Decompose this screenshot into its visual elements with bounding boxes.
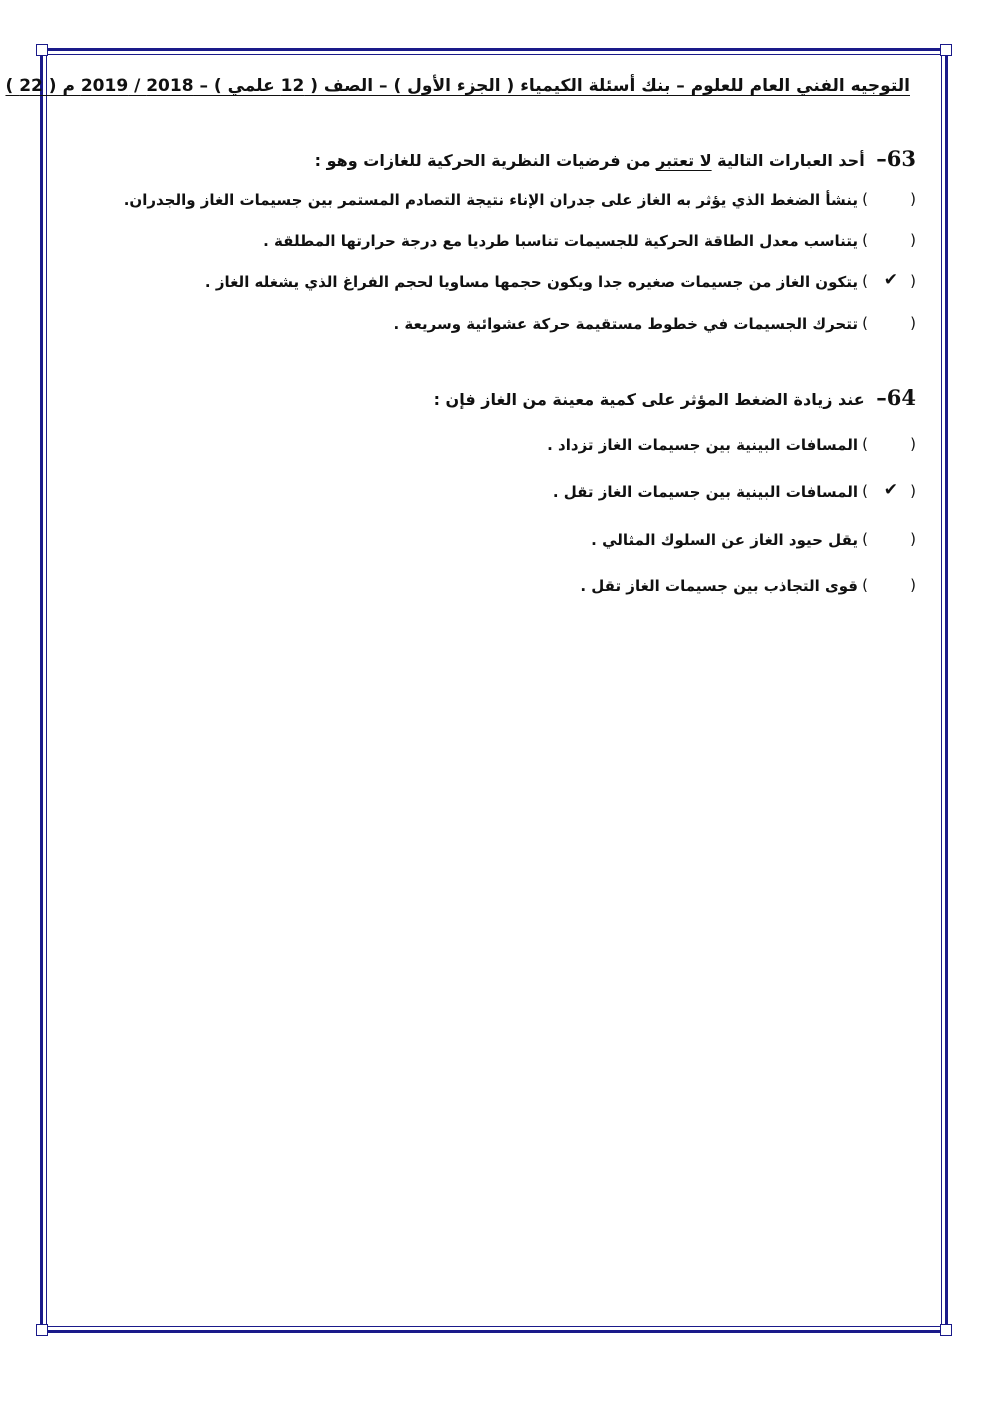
option-text: ينشأ الضغط الذي يؤثر به الغاز على جدران الإناء نتيجة التصادم المستمر بين جسيمات الغاز والجدران. (123, 191, 858, 209)
question-64 (60, 385, 916, 410)
border-corner-bottom-left (36, 1324, 48, 1336)
paren-open: ( (910, 482, 916, 500)
paren-open: ( (910, 314, 916, 332)
check-icon: ✔ (883, 480, 898, 500)
border-corner-top-right (940, 44, 952, 56)
question-text-after: من فرضيات النظرية الحركية للغازات وهو : (314, 151, 657, 170)
option-text: المسافات البينية بين جسيمات الغاز تزداد . (547, 436, 858, 454)
option-63-1[interactable] (60, 190, 916, 210)
question-text-underlined: لا تعتبر (656, 151, 712, 170)
question-text-before: أحد العبارات التالية (711, 151, 865, 170)
option-63-3[interactable] (60, 272, 916, 292)
paren-close: ) (862, 435, 868, 453)
answer-box[interactable] (858, 576, 916, 596)
paren-open: ( (910, 231, 916, 249)
paren-close: ) (862, 231, 868, 249)
option-64-1[interactable] (60, 435, 916, 455)
option-text: يتكون الغاز من جسيمات صغيره جدا ويكون حجمها مساويا لحجم الفراغ الذي يشغله الغاز . (204, 273, 858, 291)
paren-close: ) (862, 576, 868, 594)
paren-close: ) (862, 530, 868, 548)
check-icon: ✔ (883, 270, 898, 290)
option-64-4[interactable] (60, 576, 916, 596)
option-63-4[interactable] (60, 314, 916, 334)
option-text: يقل حيود الغاز عن السلوك المثالي . (591, 531, 858, 549)
paren-open: ( (910, 576, 916, 594)
question-text: عند زيادة الضغط المؤثر على كمية معينة من الغاز فإن : (433, 390, 865, 409)
option-text: المسافات البينية بين جسيمات الغاز تقل . (552, 483, 858, 501)
border-corner-bottom-right (940, 1324, 952, 1336)
paren-close: ) (862, 314, 868, 332)
paren-close: ) (862, 482, 868, 500)
option-text: يتناسب معدل الطاقة الحركية للجسيمات تناسبا طرديا مع درجة حرارتها المطلقة . (263, 232, 858, 250)
question-number: 63– (876, 146, 916, 171)
option-text: قوى التجاذب بين جسيمات الغاز تقل . (580, 577, 858, 595)
answer-box[interactable] (858, 435, 916, 455)
paren-close: ) (862, 272, 868, 290)
option-text: تتحرك الجسيمات في خطوط مستقيمة حركة عشوائية وسريعة . (393, 315, 858, 333)
paren-close: ) (862, 190, 868, 208)
answer-box[interactable] (858, 272, 916, 292)
question-number: 64– (876, 385, 916, 410)
paren-open: ( (910, 435, 916, 453)
answer-box[interactable] (858, 482, 916, 502)
answer-box[interactable] (858, 530, 916, 550)
question-63 (60, 146, 916, 171)
answer-box[interactable] (858, 190, 916, 210)
border-corner-top-left (36, 44, 48, 56)
answer-box[interactable] (858, 231, 916, 251)
option-64-3[interactable] (60, 530, 916, 550)
answer-box[interactable] (858, 314, 916, 334)
paren-open: ( (910, 530, 916, 548)
paren-open: ( (910, 272, 916, 290)
paren-open: ( (910, 190, 916, 208)
option-63-2[interactable] (60, 231, 916, 251)
option-64-2[interactable] (60, 482, 916, 502)
page-header: التوجيه الفني العام للعلوم – بنك أسئلة الكيمياء ( الجزء الأول ) – الصف ( 12 علمي ) – 2018 / 2019 م ( 22 ) (5, 76, 910, 96)
